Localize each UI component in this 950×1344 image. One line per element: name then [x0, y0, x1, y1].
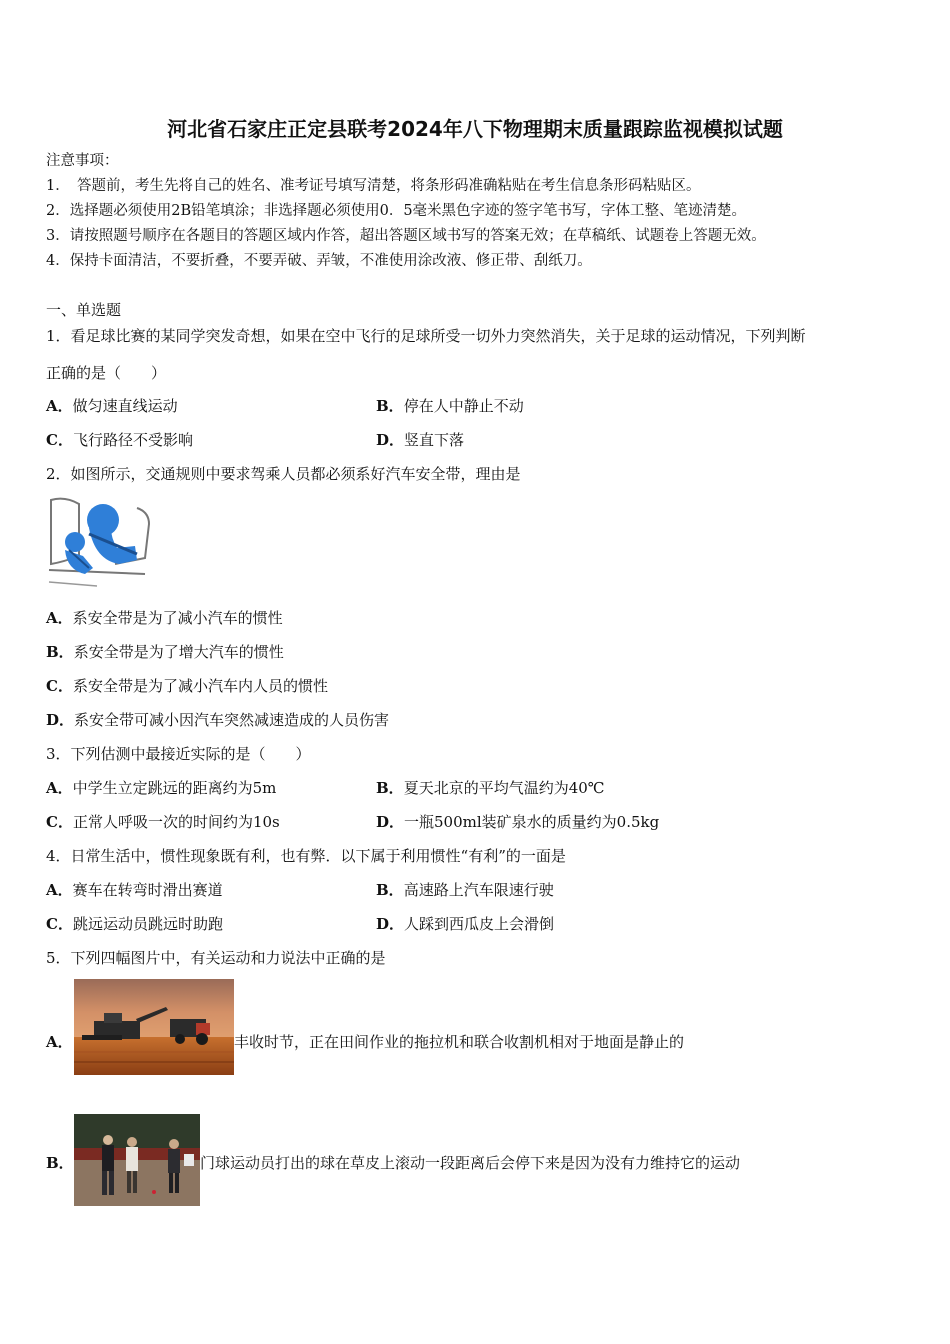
question-5-option-a-label: [46, 1032, 73, 1052]
question-1-option-d: [376, 430, 464, 450]
option-label: C．: [46, 915, 73, 933]
option-label: A．: [46, 779, 73, 797]
question-2-option-a: [46, 608, 283, 628]
option-label: C．: [46, 431, 73, 449]
question-1-option-b: [376, 396, 524, 416]
section-heading: 一、单选题: [46, 301, 122, 319]
question-2-stem: 2．如图所示，交通规则中要求驾乘人员都必须系好汽车安全带，理由是: [46, 465, 521, 483]
option-text: 高速路上汽车限速行驶: [403, 881, 554, 899]
notice-item: 3．请按照题号顺序在各题目的答题区域内作答，超出答题区域书写的答案无效；在草稿纸、试题卷上答题无效。: [46, 228, 766, 244]
option-text: 夏天北京的平均气温约为40℃: [403, 779, 605, 797]
question-5-option-a-text: 丰收时节，正在田间作业的拖拉机和联合收割机相对于地面是静止的: [234, 1033, 685, 1051]
question-2-option-c: [46, 676, 328, 696]
option-label: D．: [376, 431, 405, 449]
option-label: D．: [376, 915, 405, 933]
option-text: 赛车在转弯时滑出赛道: [72, 881, 223, 899]
gateball-photo: [74, 1114, 200, 1206]
option-label: B．: [376, 779, 404, 797]
option-text: 竖直下落: [404, 431, 465, 449]
option-label: C．: [46, 677, 73, 695]
question-4-option-c: [46, 914, 223, 934]
option-label: A．: [46, 881, 73, 899]
option-text: 正常人呼吸一次的时间约为10s: [72, 813, 280, 831]
question-5-option-b-label: [46, 1153, 74, 1173]
option-text: 做匀速直线运动: [72, 397, 178, 415]
question-3-option-d: [376, 812, 659, 832]
notice-item: 2．选择题必须使用2B铅笔填涂；非选择题必须使用0．5毫米黑色字迹的签字笔书写，字体工整、笔迹清楚。: [46, 203, 747, 219]
option-label: A．: [46, 1033, 73, 1051]
notice-item: 1． 答题前，考生先将自己的姓名、准考证号填写清楚，将条形码准确粘贴在考生信息条形码粘贴区。: [46, 178, 701, 194]
option-text: 系安全带可减小因汽车突然减速造成的人员伤害: [74, 711, 390, 729]
question-4-stem: 4．日常生活中，惯性现象既有利，也有弊．以下属于利用惯性“有利”的一面是: [46, 847, 566, 865]
option-text: 人踩到西瓜皮上会滑倒: [404, 915, 555, 933]
question-3-stem: 3．下列估测中最接近实际的是（ ）: [46, 745, 311, 763]
option-text: 系安全带是为了增大汽车的惯性: [73, 643, 284, 661]
option-label: B．: [46, 643, 74, 661]
question-2-option-b: [46, 642, 284, 662]
question-1-option-c: [46, 430, 193, 450]
question-4-option-b: [376, 880, 554, 900]
option-label: B．: [376, 881, 404, 899]
option-label: A．: [46, 397, 73, 415]
option-text: 停在人中静止不动: [403, 397, 524, 415]
question-4-option-a: [46, 880, 223, 900]
option-text: 系安全带是为了减小汽车内人员的惯性: [72, 677, 328, 695]
seatbelt-figure: [45, 494, 153, 588]
option-label: A．: [46, 609, 73, 627]
option-label: B．: [46, 1154, 74, 1172]
question-4-option-d: [376, 914, 554, 934]
harvest-photo: [74, 979, 234, 1075]
question-5-stem: 5．下列四幅图片中，有关运动和力说法中正确的是: [46, 949, 386, 967]
option-text: 飞行路径不受影响: [72, 431, 193, 449]
option-text: 一瓶500ml装矿泉水的质量约为0.5kg: [404, 813, 660, 831]
gateball-image: [74, 1114, 200, 1206]
notice-heading: 注意事项：: [46, 153, 119, 169]
question-3-option-a: [46, 778, 276, 798]
option-text: 跳远运动员跳远时助跑: [72, 915, 223, 933]
question-5-option-b-text: 门球运动员打出的球在草皮上滚动一段距离后会停下来是因为没有力维持它的运动: [200, 1154, 741, 1172]
option-text: 中学生立定跳远的距离约为5m: [72, 779, 277, 797]
option-label: C．: [46, 813, 73, 831]
question-3-option-c: [46, 812, 280, 832]
notice-item: 4．保持卡面清洁，不要折叠，不要弄破、弄皱，不准使用涂改液、修正带、刮纸刀。: [46, 253, 592, 269]
option-label: D．: [46, 711, 75, 729]
option-label: B．: [376, 397, 404, 415]
question-1-stem-cont: 正确的是（ ）: [46, 364, 167, 382]
question-3-option-b: [376, 778, 605, 798]
option-text: 系安全带是为了减小汽车的惯性: [72, 609, 283, 627]
harvester-image: [74, 979, 234, 1075]
question-2-option-d: [46, 710, 389, 730]
page-title: 河北省石家庄正定县联考2024年八下物理期末质量跟踪监视模拟试题: [167, 117, 783, 141]
question-1-option-a: [46, 396, 178, 416]
question-1-stem: 1．看足球比赛的某同学突发奇想，如果在空中飞行的足球所受一切外力突然消失，关于足球的运动情况，下列判断: [46, 327, 806, 345]
option-label: D．: [376, 813, 405, 831]
